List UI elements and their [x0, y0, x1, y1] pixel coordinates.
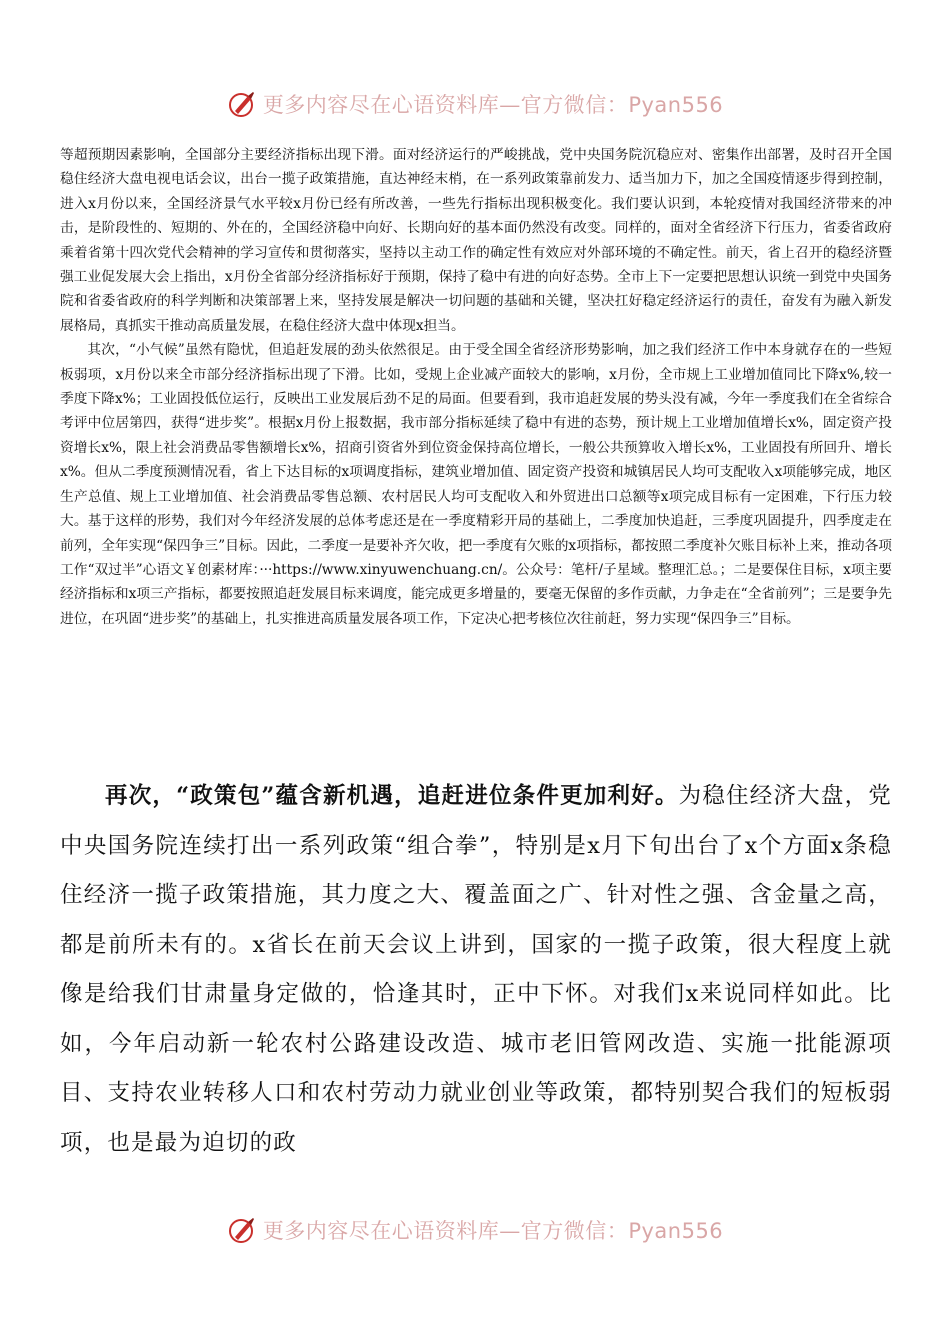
pen-logo-icon [227, 89, 257, 119]
paragraph-3-body: 为稳住经济大盘，党中央国务院连续打出一系列政策“组合拳”，特别是x月下旬出台了x个方面x条稳住经济一揽子政策措施，其力度之大、覆盖面之广、针对性之强、含金量之高，都是前所未有的。x省长在前天会议上讲到，国家的一揽子政策，很大程度上就像是给我们甘肃量身定做的，恰逢其时，正中下怀。对我们x来说同样如此。比如，今年启动新一轮农村公路建设改造、城市老旧管网改造、实施一批能源项目、支持农业转移人口和农村劳动力就业创业等政策，都特别契合我们的短板弱项，也是最为迫切的政 [60, 783, 892, 1156]
small-text-section [60, 143, 892, 631]
paragraph-3-lead: 再次，“政策包”蕴含新机遇，追赶进位条件更加利好。 [105, 783, 679, 809]
paragraph-3 [60, 772, 892, 1168]
watermark-text: 更多内容尽在心语资料库—官方微信： [262, 1219, 629, 1243]
watermark-wechat-id: Pyan556 [628, 1219, 724, 1243]
watermark-text: 更多内容尽在心语资料库—官方微信： [262, 93, 629, 117]
header-watermark [0, 84, 950, 124]
paragraph-1: 等超预期因素影响，全国部分主要经济指标出现下滑。面对经济运行的严峻挑战，党中央国务院沉稳应对、密集作出部署，及时召开全国稳住经济大盘电视电话会议，出台一揽子政策措施，直达神经末梢，在一系列政策靠前发力、适当加力下，加之全国疫情逐步得到控制，进入x月份以来，全国经济景气水平较x月份已经有所改善，一些先行指标出现积极变化。我们要认识到，本轮疫情对我国经济带来的冲击，是阶段性的、短期的、外在的，全国经济稳中向好、长期向好的基本面仍然没有改变。同样的，面对全省经济下行压力，省委省政府乘着省第十四次党代会精神的学习宣传和贯彻落实，坚持以主动工作的确定性有效应对外部环境的不确定性。前天，省上召开的稳经济暨强工业促发展大会上指出，x月份全省部分经济指标好于预期，保持了稳中有进的向好态势。全市上下一定要把思想认识统一到党中央国务院和省委省政府的科学判断和决策部署上来，坚持发展是解决一切问题的基础和关键，坚决扛好稳定经济运行的责任，奋发有为融入新发展格局，真抓实干推动高质量发展，在稳住经济大盘中体现x担当。 [60, 147, 892, 334]
paragraph-2: 其次，“小气候”虽然有隐忧，但追赶发展的劲头依然很足。由于受全国全省经济形势影响，加之我们经济工作中本身就存在的一些短板弱项，x月份以来全市部分经济指标出现了下滑。比如，受规上企业减产面较大的影响，x月份，全市规上工业增加值同比下降x%,较一季度下降x%；工业固投低位运行，反映出工业发展后劲不足的局面。但要看到，我市追赶发展的势头没有减，今年一季度我们在全省综合考评中位居第四，获得“进步奖”。根据x月份上报数据，我市部分指标延续了稳中有进的态势，预计规上工业增加值增长x%，固定资产投资增长x%，限上社会消费品零售额增长x%，招商引资省外到位资金保持高位增长，一般公共预算收入增长x%，工业固投有所回升、增长x%。但从二季度预测情况看，省上下达目标的x项调度指标，建筑业增加值、固定资产投资和城镇居民人均可支配收入x项能够完成，地区生产总值、规上工业增加值、社会消费品零售总额、农村居民人均可支配收入和外贸进出口总额等x项完成目标有一定困难，下行压力较大。基于这样的形势，我们对今年经济发展的总体考虑还是在一季度精彩开局的基础上，二季度加快追赶，三季度巩固提升，四季度走在前列，全年实现“保四争三”目标。因此，二季度一是要补齐欠收，把一季度有欠账的x项指标，都按照二季度补欠账目标补上来，推动各项工作“双过半”心语文￥创素材库：···https://www.xinyuwenchuang.cn/。公众号：笔杆/子星域。整理汇总。；二是要保住目标，x项主要经济指标和x项三产指标，都要按照追赶发展目标来调度，能完成更多增量的，要毫无保留的多作贡献，力争走在“全省前列”；三是要争先进位，在巩固“进步奖”的基础上，扎实推进高质量发展各项工作，下定决心把考核位次往前赶，努力实现“保四争三”目标。 [60, 342, 892, 627]
footer-watermark [0, 1210, 950, 1250]
pen-logo-icon [227, 1215, 257, 1245]
watermark-wechat-id: Pyan556 [628, 93, 724, 117]
large-text-section [60, 772, 892, 1168]
